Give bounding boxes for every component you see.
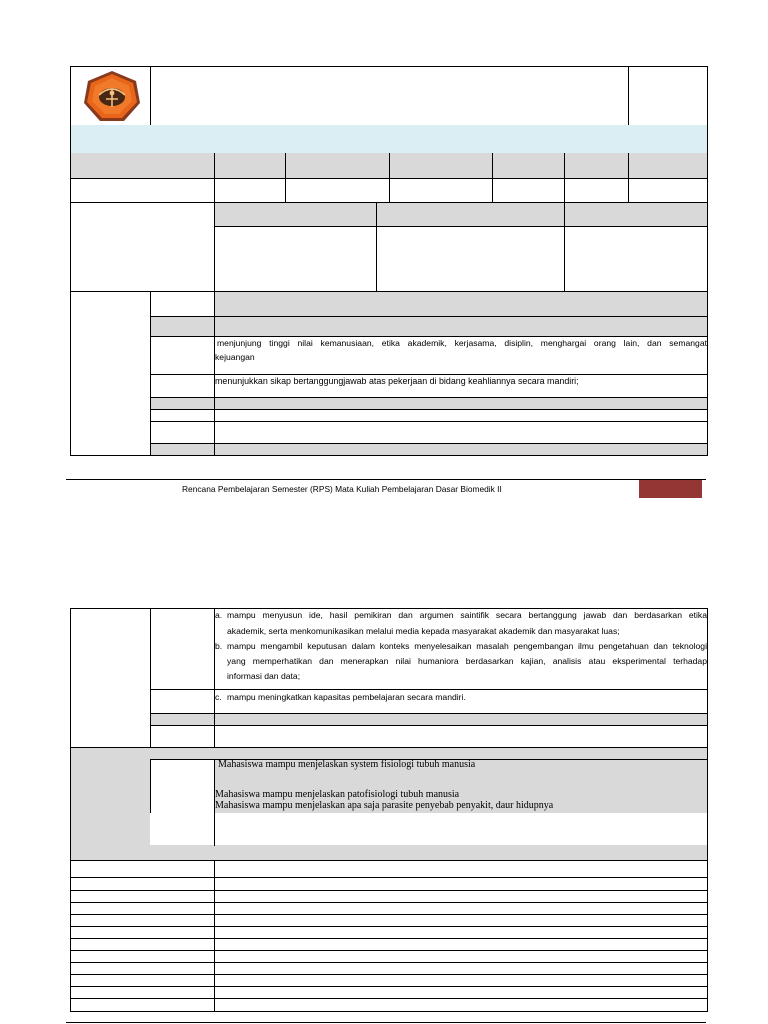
objective-3: Mahasiswa mampu menjelaskan apa saja parasite penyebab penyakit, daur hidupnya (215, 800, 554, 811)
university-logo-icon (82, 69, 142, 123)
footer-rule (66, 479, 706, 480)
footer-page-number-box (639, 480, 702, 498)
attitude-item-1: menjunjung tinggi nilai kemanusiaan, etika akademik, kerjasama, disiplin, menghargai orang lain, dan semangat (217, 338, 707, 348)
skill-a-marker: a. (215, 610, 223, 620)
knowledge-header-2 (150, 713, 707, 725)
skill-b-line-1: mampu mengambil keputusan dalam konteks menyelesaikan masalah pengembangan ilmu pengetahuan dan teknologi (227, 641, 707, 651)
title-band (71, 125, 707, 153)
skill-b-line-2: yang memperhatikan dan menerapkan nilai humaniora berdasarkan kajian, analisis atau eksperimental terhadap (227, 656, 707, 666)
skill-a-line-2: akademik, serta menkomunikasikan melalui media kepada masyarakat akademik dan masyarakat luas; (227, 626, 620, 636)
skills-general-header (150, 443, 707, 455)
authorization-header-row (214, 202, 707, 226)
knowledge-header (150, 397, 707, 409)
cpl-prodi-header (214, 291, 707, 316)
attitude-header (150, 316, 707, 336)
skill-c-marker: c. (215, 692, 222, 702)
attitude-item-2: menunjukkan sikap bertanggungjawab atas pekerjaan di bidang keahliannya secara mandiri; (215, 376, 579, 386)
skill-b-marker: b. (215, 641, 223, 651)
skill-b-line-3: informasi dan data; (227, 671, 301, 681)
footer-title: Rencana Pembelajaran Semester (RPS) Mata Kuliah Pembelajaran Dasar Biomedik II (182, 484, 502, 494)
cpmk-footer-band (71, 845, 707, 860)
footer-rule-2 (66, 1022, 706, 1023)
skill-a-line-1: mampu menyusun ide, hasil pemikiran dan argumen saintifik secara bertanggung jawab dan berdasarkan etika (227, 610, 707, 620)
skill-c-line-1: mampu meningkatkan kapasitas pembelajaran secara mandiri. (227, 692, 466, 702)
objective-2: Mahasiswa mampu menjelaskan patofisiologi tubuh manusia (215, 789, 460, 800)
objective-1: Mahasiswa mampu menjelaskan system fisiologi tubuh manusia (218, 759, 476, 770)
cpmk-header-band (71, 747, 707, 759)
attitude-item-1-cont: kejuangan (215, 352, 255, 362)
